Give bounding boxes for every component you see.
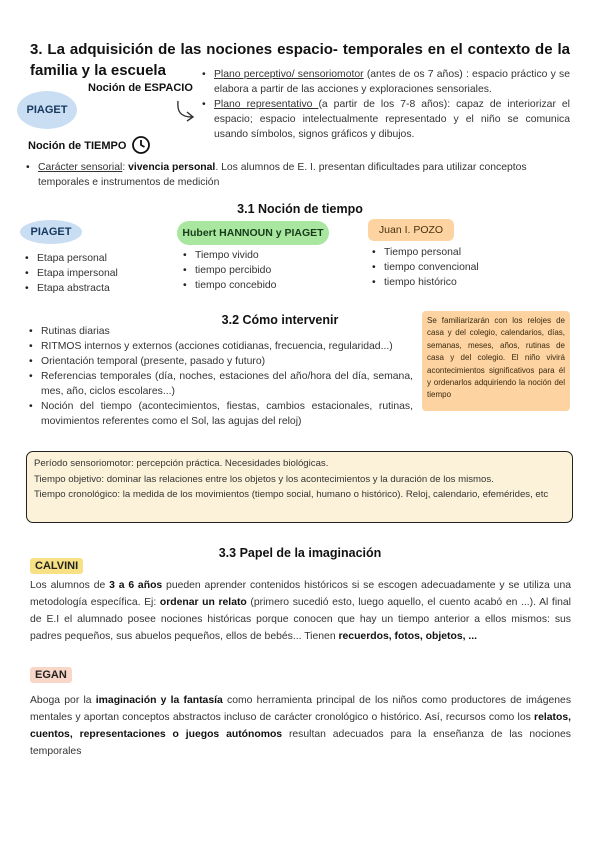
egan-tag: EGAN [30,667,72,683]
list-item: • Plano perceptivo/ sensoriomotor (antes de os 7 años) : espacio práctico y se elabora a partir de las acciones y exploraciones sensoriales. [201,67,570,97]
clock-icon [131,135,151,155]
list-item: • tiempo convencional [371,260,531,275]
calvini-paragraph: Los alumnos de 3 a 6 años pueden aprender contenidos históricos si se escogen adecuadamente y se utiliza una metodología específica. Ej: ordenar un relato (primero sucedió esto, luego aquello, el cuento acabó en ...). Al final de E.I el alumnado posee nociones históricas porque conocen que hay un tiempo anterior a ellos mismos: sus padres pequeños, sus abuelos pequeños, ellos de bebés... Tienen recuerdos, fotos, objetos, ... [30,580,572,642]
hannoun-list [182,248,332,293]
list-item: • Referencias temporales (día, noches, estaciones del año/hora del día, semana, mes, año, ciclos escolares...) [28,369,413,399]
list-item: • Etapa personal [24,251,164,266]
section-heading-3-3: 3.3 Papel de la imaginación [218,546,382,560]
list-item: • Etapa impersonal [24,266,164,281]
egan-paragraph: Aboga por la imaginación y la fantasía como herramienta principal de los niños como productores de imágenes mentales y aportan conceptos abstractos incluso de carácter cronológico o histórico. Así, recursos como los relatos, cuentos, representaciones o juegos autónomos resultan adecuados para la enseñanza de las nociones temporales [30,695,572,757]
definition-line: Tiempo objetivo: dominar las relaciones entre los objetos y los acontecimientos y la duración de los mismos. [34,473,494,485]
calvini-tag: CALVINI [30,558,83,574]
page-title: 3. La adquisición de las nociones espacio- temporales en el contexto de la familia y la escuela [30,41,570,79]
section-heading-3-2: 3.2 Cómo intervenir [221,313,339,327]
intervenir-list [28,324,413,429]
list-item: • Carácter sensorial: vivencia personal. Los alumnos de E. I. presentan dificultades para utilizar conceptos temporales e instrumentos de medición [25,160,570,190]
piaget-bubble: PIAGET [17,91,77,129]
pozo-list [371,245,531,290]
definitions-box [26,451,573,523]
list-item: • Tiempo vivido [182,248,332,263]
espacio-list [201,67,570,142]
list-item: • tiempo histórico [371,275,531,290]
list-item: • Tiempo personal [371,245,531,260]
pozo-bubble: Juan I. POZO [368,219,454,241]
teacher-note: Se familiarizarán con los relojes de casa y del colegio, calendarios, días, semanas, meses, años, rutinas de casa y del colegio. El niño vivirá acontecimientos significativos para él y ordenarlos adquiriendo la noción del tiempo [422,311,570,411]
list-item: • Rutinas diarias [28,324,413,339]
list-item: • Noción del tiempo (acontecimientos, fiestas, cambios estacionales, rutinas, movimientos referentes como el Sol, las agujas del reloj) [28,399,413,429]
section-heading-3-1: 3.1 Noción de tiempo [237,202,363,216]
list-item: • Plano representativo (a partir de los 7-8 años): capaz de interiorizar el espacio; espacio intelectualmente representado y el niño se comunica usando símbolos, signos gráficos y dibujos. [201,97,570,142]
hannoun-piaget-bubble: Hubert HANNOUN y PIAGET [177,221,329,245]
definition-line: Tiempo cronológico: la medida de los movimientos (tiempo social, humano o histórico). Reloj, calendario, efemérides, etc [34,489,549,500]
piaget-bubble: PIAGET [20,220,82,244]
list-item: • tiempo concebido [182,278,332,293]
curved-arrow-icon [174,99,198,123]
tiempo-list [25,160,570,190]
tiempo-label: Noción de TIEMPO [28,140,127,152]
list-item: • Orientación temporal (presente, pasado y futuro) [28,354,413,369]
espacio-label: Noción de ESPACIO [88,82,193,94]
definition-line: Período sensoriomotor: percepción práctica. Necesidades biológicas. [34,458,329,469]
list-item: • Etapa abstracta [24,281,164,296]
list-item: • RITMOS internos y externos (acciones cotidianas, frecuencia, regularidad...) [28,339,413,354]
piaget-stages-list [24,251,164,296]
list-item: • tiempo percibido [182,263,332,278]
